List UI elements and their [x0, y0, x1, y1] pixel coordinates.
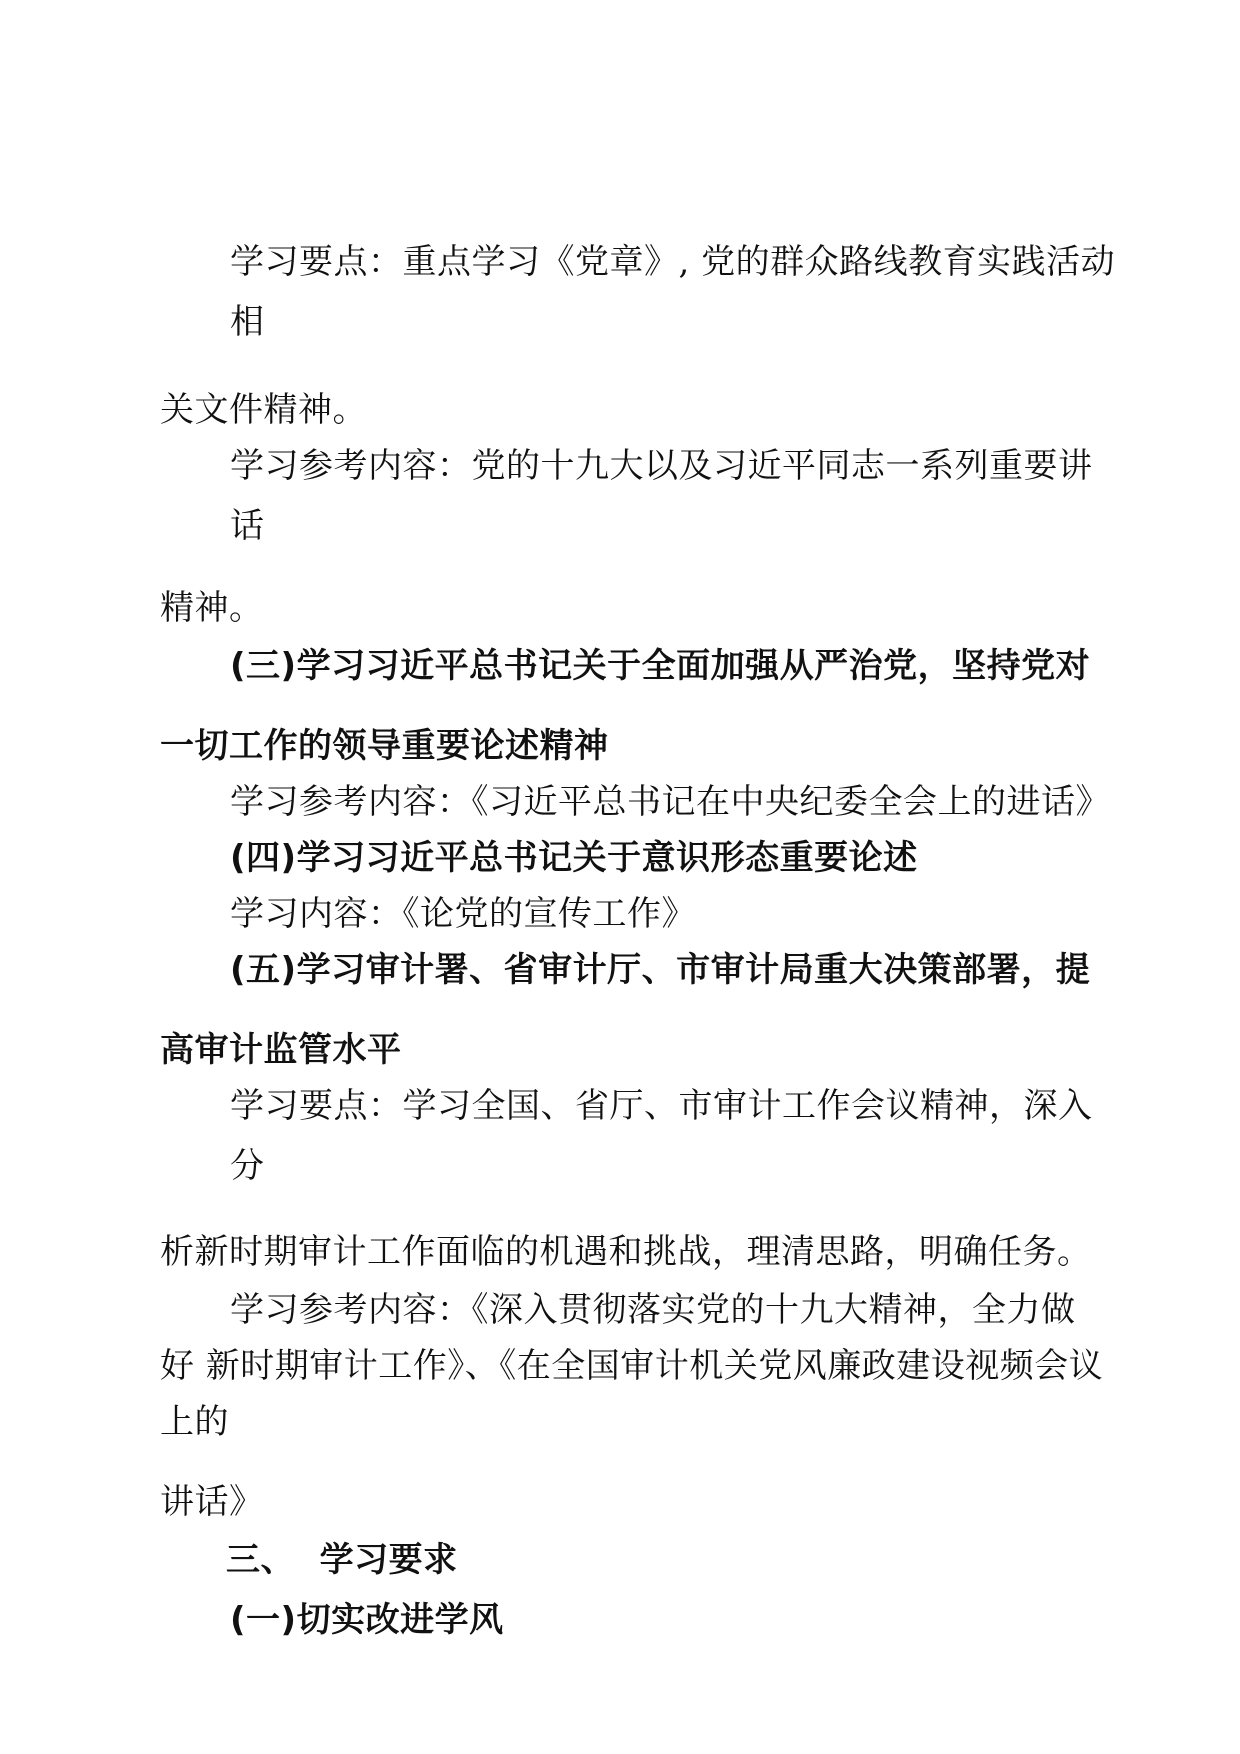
section-heading-4: (四)学习习近平总书记关于意识形态重要论述: [230, 838, 918, 878]
reference-content-section-5-line-3: 上的: [160, 1402, 229, 1442]
section-heading-5-line-2: 高审计监管水平: [160, 1030, 402, 1070]
reference-content-line-2: 精神。: [160, 588, 264, 628]
reference-content-line-1-wrap: 话: [230, 506, 265, 546]
reference-content-section-5-line-2: 好 新时期审计工作》、《在全国审计机关党风廉政建设视频会议: [160, 1346, 1104, 1386]
section-heading-5-line-1: (五)学习审计署、省审计厅、市审计局重大决策部署，提: [230, 950, 1091, 990]
study-points-section-5-line-1-wrap: 分: [230, 1146, 265, 1186]
reference-content-section-5-line-4: 讲话》: [160, 1482, 264, 1522]
reference-content-line-1: 学习参考内容：党的十九大以及习近平同志一系列重要讲: [230, 446, 1093, 486]
study-points-line-1: 学习要点：重点学习《党章》, 党的群众路线教育实践活动: [230, 242, 1116, 282]
subsection-heading-1: (一)切实改进学风: [230, 1600, 504, 1640]
chapter-heading-requirements: 三、 学习要求: [226, 1540, 458, 1580]
study-points-line-1-wrap: 相: [230, 302, 265, 342]
study-points-line-2: 关文件精神。: [160, 390, 367, 430]
reference-content-section-5-line-1: 学习参考内容：《深入贯彻落实党的十九大精神，全力做: [230, 1290, 1076, 1330]
study-content-section-4: 学习内容：《论党的宣传工作》: [230, 894, 696, 934]
reference-content-section-3: 学习参考内容：《习近平总书记在中央纪委全会上的进话》: [230, 782, 1110, 822]
study-points-section-5-line-2: 析新时期审计工作面临的机遇和挑战，理清思路，明确任务。: [160, 1232, 1092, 1272]
section-heading-3-line-1: (三)学习习近平总书记关于全面加强从严治党，坚持党对: [230, 646, 1091, 686]
section-heading-3-line-2: 一切工作的领导重要论述精神: [160, 726, 609, 766]
study-points-section-5-line-1: 学习要点：学习全国、省厅、市审计工作会议精神，深入: [230, 1086, 1093, 1126]
